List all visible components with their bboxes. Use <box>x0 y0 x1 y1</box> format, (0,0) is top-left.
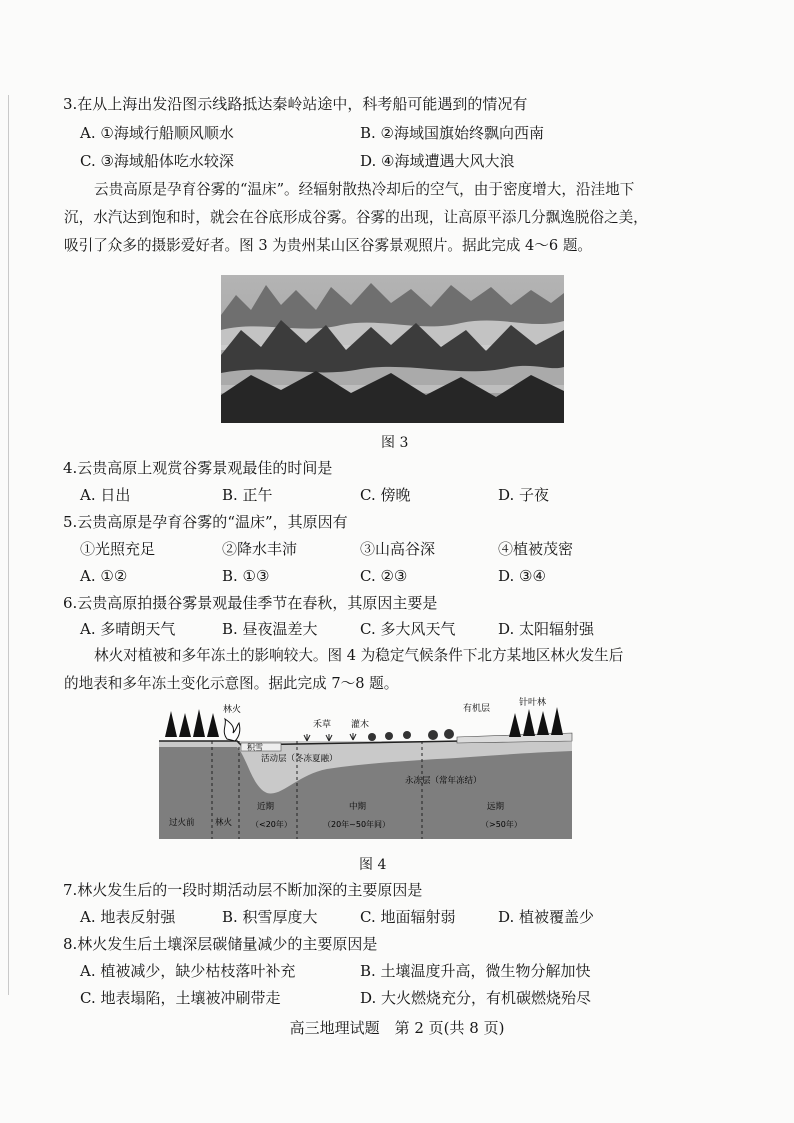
label-mid-term-range: （20年~50年间） <box>323 820 391 829</box>
q6-option-b: B. 昼夜温差大 <box>222 620 318 638</box>
passage-valley-fog-line-2: 沉，水汽达到饱和时，就会在谷底形成谷雾。谷雾的出现，让高原平添几分飘逸脱俗之美， <box>64 209 648 226</box>
q3-stem: 3.在从上海出发沿图示线路抵达秦岭站途中，科考船可能遇到的情况有 <box>63 95 528 113</box>
passage-valley-fog-line-1: 云贵高原是孕育谷雾的“温床”。经辐射散热冷却后的空气，由于密度增大，沿洼地下 <box>94 181 635 198</box>
label-forest-fire: 林火 <box>223 705 242 715</box>
passage-valley-fog <box>64 176 744 260</box>
q5-option-c: C. ②③ <box>360 567 408 585</box>
q5-factor-2: ②降水丰沛 <box>222 540 298 558</box>
figure-4-caption: 图 4 <box>359 857 387 873</box>
q4-option-c: C. 傍晚 <box>360 486 411 504</box>
q5-factor-1: ①光照充足 <box>80 540 156 558</box>
q3-option-a: A. ①海域行船顺风顺水 <box>80 124 234 142</box>
page-footer: 高三地理试题 第 2 页(共 8 页) <box>289 1019 505 1037</box>
grass-tufts <box>304 733 356 741</box>
valley-fog-photo-image <box>221 275 564 423</box>
q4-option-d: D. 子夜 <box>498 486 550 504</box>
label-mid-term: 中期 <box>349 802 367 812</box>
label-shrub: 灌木 <box>351 720 370 730</box>
label-near-term: 近期 <box>257 802 275 812</box>
q5-option-d: D. ③④ <box>498 567 546 585</box>
permafrost-change-diagram <box>157 697 574 842</box>
q8-option-d: D. 大火燃烧充分，有机碳燃烧殆尽 <box>360 989 592 1007</box>
label-snow: 积雪 <box>247 743 263 752</box>
q8-option-b: B. 土壤温度升高，微生物分解加快 <box>360 962 591 980</box>
label-near-term-range: （<20年） <box>251 820 292 829</box>
conifer-trees-right <box>509 707 563 737</box>
q4-option-b: B. 正午 <box>222 486 273 504</box>
label-during-fire: 林火 <box>215 818 233 828</box>
q7-option-d: D. 植被覆盖少 <box>498 908 595 926</box>
shrub-clumps <box>368 729 454 741</box>
q5-factor-4: ④植被茂密 <box>498 540 574 558</box>
q7-option-a: A. 地表反射强 <box>80 908 176 926</box>
label-before-fire: 过火前 <box>169 818 195 828</box>
q6-option-a: A. 多晴朗天气 <box>80 620 176 638</box>
label-long-term-range: （>50年） <box>481 820 522 829</box>
q5-option-b: B. ①③ <box>222 567 270 585</box>
fire-flame-icon <box>224 719 240 741</box>
passage-forest-fire <box>64 642 744 698</box>
q7-option-b: B. 积雪厚度大 <box>222 908 318 926</box>
q3-option-b: B. ②海域国旗始终飘向西南 <box>360 124 545 142</box>
q3-option-c: C. ③海域船体吃水较深 <box>80 152 234 170</box>
page-left-edge-line <box>8 95 9 995</box>
q8-option-c: C. 地表塌陷，土壤被冲刷带走 <box>80 989 281 1007</box>
q6-stem: 6.云贵高原拍摄谷雾景观最佳季节在春秋，其原因主要是 <box>63 594 438 612</box>
conifer-trees-left <box>165 709 219 737</box>
valley-fog-photo <box>221 275 564 423</box>
passage-forest-fire-line-1: 林火对植被和多年冻土的影响较大。图 4 为稳定气候条件下北方某地区林火发生后 <box>94 647 624 664</box>
label-long-term: 远期 <box>487 802 505 812</box>
q4-stem: 4.云贵高原上观赏谷雾景观最佳的时间是 <box>63 459 333 477</box>
q7-option-c: C. 地面辐射弱 <box>360 908 456 926</box>
q3-option-d: D. ④海域遭遇大风大浪 <box>360 152 515 170</box>
q6-option-c: C. 多大风天气 <box>360 620 456 638</box>
passage-forest-fire-line-2: 的地表和多年冻土变化示意图。据此完成 7～8 题。 <box>64 675 399 692</box>
label-organic-layer: 有机层 <box>463 704 491 714</box>
label-conifer: 针叶林 <box>519 698 547 708</box>
label-grass: 禾草 <box>313 720 332 730</box>
label-permafrost: 永冻层（常年冻结） <box>405 776 482 786</box>
q8-option-a: A. 植被减少，缺少枯枝落叶补充 <box>80 962 296 980</box>
permafrost-diagram-svg <box>157 697 574 842</box>
q8-stem: 8.林火发生后土壤深层碳储量减少的主要原因是 <box>63 935 378 953</box>
figure-3-caption: 图 3 <box>381 435 409 451</box>
label-active-layer: 活动层（冬冻夏融） <box>261 754 338 764</box>
q5-option-a: A. ①② <box>80 567 128 585</box>
passage-valley-fog-line-3: 吸引了众多的摄影爱好者。图 3 为贵州某山区谷雾景观照片。据此完成 4～6 题。 <box>64 237 593 254</box>
q5-factor-3: ③山高谷深 <box>360 540 436 558</box>
q5-stem: 5.云贵高原是孕育谷雾的“温床”，其原因有 <box>63 513 348 531</box>
q4-option-a: A. 日出 <box>80 486 131 504</box>
q7-stem: 7.林火发生后的一段时期活动层不断加深的主要原因是 <box>63 881 423 899</box>
q6-option-d: D. 太阳辐射强 <box>498 620 595 638</box>
